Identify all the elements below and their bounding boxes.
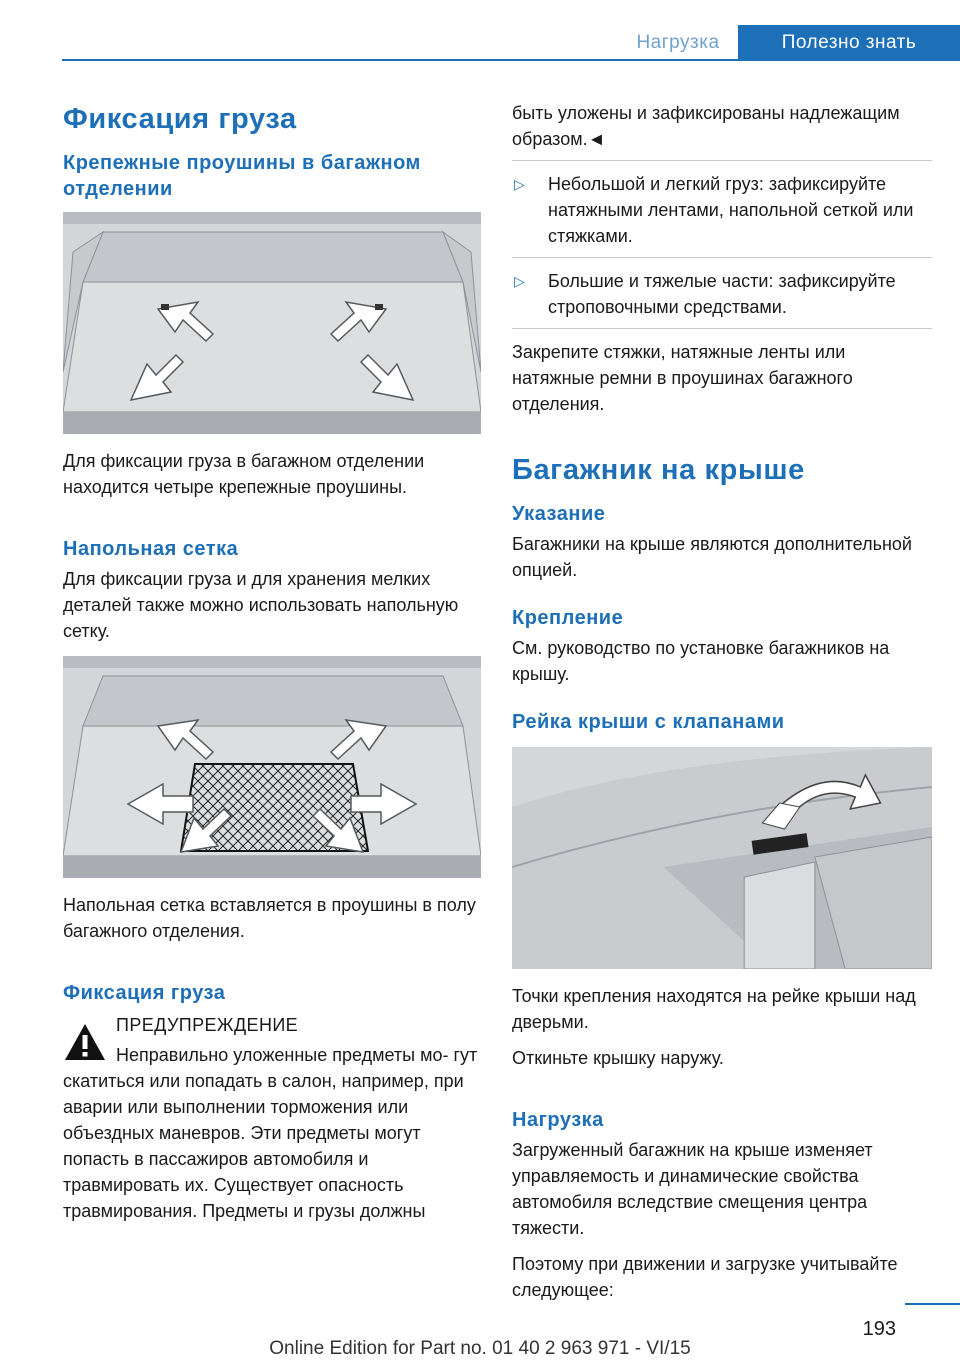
section-heading-securing-cargo: Фиксация груза — [63, 982, 226, 1004]
rail-caption: Точки крепления находятся на рейке крыши над дверьми. — [512, 986, 916, 1032]
warning-continuation: быть уложены и зафиксированы надлежащим образом.◄ — [512, 103, 900, 149]
warning-triangle-icon — [63, 1022, 107, 1062]
warning-block — [63, 1012, 481, 1224]
rail-action: Откиньте крышку наружу. — [512, 1048, 724, 1068]
list-item — [512, 171, 932, 249]
divider — [512, 257, 932, 258]
mount-text: См. руководство по установке багажников на крышу. — [512, 638, 890, 684]
warning-text — [63, 1042, 481, 1224]
section-heading-floor-net: Напольная сетка — [63, 538, 239, 560]
floor-net-caption: Напольная сетка вставляется в проушины в полу багажного отделения. — [63, 895, 476, 941]
bullet-triangle-icon: ▷ — [514, 176, 525, 192]
trunk-floor-net-icon — [63, 656, 481, 878]
roof-rail-flap-illustration — [512, 747, 932, 969]
floor-net-text: Для фиксации груза и для хранения мелких деталей также можно использовать напольную сетку. — [63, 569, 459, 641]
warning-text-rest: гут скатиться или попадать в салон, например, при аварии или выполнении торможения или объездных маневров. Эти предметы могут попасть в пассажиров автомобиля и травмировать их. Существует опасность травмирования. Предметы и грузы должны — [63, 1045, 478, 1221]
list-item — [512, 268, 932, 320]
header-tab-nagruzka[interactable]: Нагрузка — [636, 32, 720, 53]
note-heading: Указание — [512, 503, 606, 525]
roof-rack-title: Багажник на крыше — [512, 454, 805, 486]
trunk-floor-net-illustration — [63, 656, 481, 878]
roof-rail-flap-icon — [512, 747, 932, 969]
divider — [512, 328, 932, 329]
header-tab-polezno-znat[interactable]: Полезно знать — [738, 25, 960, 61]
left-column — [63, 92, 481, 1224]
load-heading: Нагрузка — [512, 1109, 604, 1131]
load-text: Загруженный багажник на крыше изменяет управляемость и динамические свойства автомобиля вследствие смещения центра тяжести. — [512, 1140, 873, 1238]
bullet-text: Небольшой и легкий груз: зафиксируйте натяжными лентами, напольной сеткой или стяжками. — [548, 174, 914, 246]
bullet-triangle-icon: ▷ — [514, 273, 525, 289]
trunk-tie-down-points-illustration — [63, 212, 481, 434]
mount-heading: Крепление — [512, 607, 624, 629]
warning-title: ПРЕДУПРЕЖДЕНИЕ — [116, 1015, 299, 1035]
warning-text-first-line: Неправильно уложенные предметы мо- — [116, 1045, 449, 1065]
page-number: 193 — [862, 1318, 896, 1340]
load-text-2: Поэтому при движении и загрузке учитывайте следующее: — [512, 1254, 898, 1300]
footer-rule — [905, 1303, 960, 1305]
tie-down-caption: Для фиксации груза в багажном отделении находится четыре крепежные проушины. — [63, 451, 425, 497]
right-column — [512, 92, 932, 1303]
edition-footer: Online Edition for Part no. 01 40 2 963 971 - VI/15 — [269, 1338, 691, 1359]
section-heading-tie-down: Крепежные проушины в багажном отделении — [63, 152, 421, 200]
note-text: Багажники на крыше являются дополнительной опцией. — [512, 534, 912, 580]
page-title: Фиксация груза — [63, 103, 297, 135]
trunk-tie-down-points-icon — [63, 212, 481, 434]
rail-heading: Рейка крыши с клапанами — [512, 711, 785, 733]
divider — [512, 160, 932, 161]
fix-text: Закрепите стяжки, натяжные ленты или натяжные ремни в проушинах багажного отделения. — [512, 342, 853, 414]
bullet-text: Большие и тяжелые части: зафиксируйте строповочными средствами. — [548, 271, 896, 317]
